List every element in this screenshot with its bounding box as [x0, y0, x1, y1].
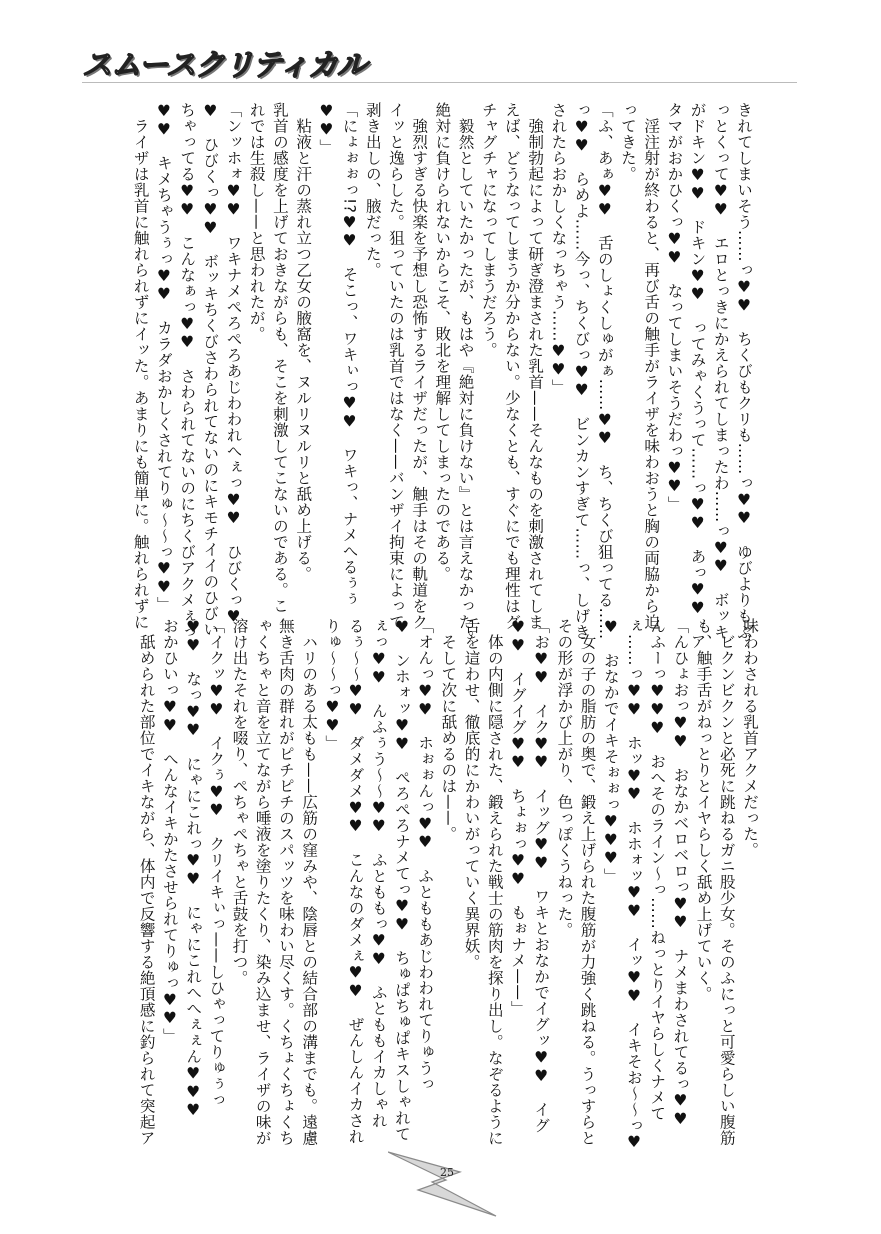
- text-line: えば、どうなってしまうか分からない。少なくとも、すぐにでも理性はグ: [502, 102, 521, 630]
- running-header-title: スムースクリティカル: [82, 48, 366, 83]
- text-line: その形が浮かび上がり、色っぽくうねった。: [555, 618, 574, 938]
- text-line: 「にょぉぉっ!?♥♥ そこっ、ワキぃっ♥♥ ワキっ、ナメへるぅぅ: [340, 102, 359, 607]
- text-line: 乳首の感度を上げておきながらも、そこを刺激してこないのである。こ: [270, 102, 289, 614]
- text-line: れでは生殺し——と思われたが。: [247, 102, 266, 342]
- text-line: っ♥♥ らめよ……今っ、ちくびっ♥♥ ビンカンすぎて……っ、しげき: [572, 102, 591, 640]
- text-line: 「ふ、あぁ♥♥ 舌のしょくしゅがぁ……♥♥ ち、ちくび狙ってる……: [595, 102, 614, 640]
- text-line: ゃくちゃと音を立てながら唾液を塗りたくり、染み込ませ、ライザの味が: [253, 618, 272, 1146]
- text-line: 舐められた部位でイキながら、体内で反響する絶頂感に釣られて突起ア: [137, 618, 156, 1146]
- page-number: 25: [440, 1166, 454, 1179]
- text-line: んふーっ♥♥♥ おへそのライン〜っ……ねっとりイヤらしくナメて: [648, 618, 667, 1122]
- text-line: ハリのある太もも——広筋の窪みや、陰唇との結合部の溝までも。遠慮: [300, 618, 319, 1146]
- text-line: されたらおかしくなっちゃう……♥♥」: [549, 102, 568, 395]
- text-line: 体の内側に隠された、鍛えられた戦士の筋肉を探り出し。なぞるように: [485, 618, 504, 1146]
- text-line: 舌を這わせ、徹底的にかわいがっていく異界妖。: [462, 618, 481, 970]
- text-line: 粘液と汗の蒸れ立つ乙女の腋窩を、ヌルリヌルリと舐め上げる。: [294, 102, 313, 582]
- text-line: ♥♥ なっ♥♥ にゃにこれっ♥♥ にゃにこれへへぇぇん♥♥♥: [184, 618, 203, 1120]
- text-line: 味わわされる乳首アクメだった。: [741, 618, 759, 858]
- text-line: ♥♥」: [317, 102, 336, 155]
- text-line: 淫注射が終わると、再び舌の触手がライザを味わおうと胸の両脇から迫: [642, 102, 661, 630]
- text-line: 溶け出たそれを啜り、ぺちゃぺちゃと舌鼓を打つ。: [230, 618, 249, 986]
- text-line: 「んひょおっ♥♥ おなかベロベロっ♥♥ ナメまわされてるっ♥♥: [671, 618, 690, 1129]
- text-line: ビクンビクンと必死に跳ねるガニ股少女。そのふにっと可愛らしい腹筋: [717, 618, 736, 1146]
- text-line: ライザは乳首に触れられずにイッた。あまりにも簡単に。触れられずに: [131, 102, 150, 630]
- text-line: タマがおかひくっ♥♥ なってしまいそうだわっ♥♥」: [665, 102, 684, 512]
- text-line: 「お♥♥ イク♥♥ イッグ♥♥ ワキとおなかでイグッ♥♥ イグ: [532, 618, 551, 1134]
- text-line: ♥ ンホォッ♥♥ ぺろぺろナメてっ♥♥ ちゅぱちゅぱキスしゃれて: [392, 618, 411, 1142]
- text-line: りゅ〜〜っ♥♥」: [323, 618, 342, 751]
- text-line: 「ンッホォ♥♥ ワキナメぺろぺろあじわわれへぇっ♥♥ ひびくっ♥: [224, 102, 243, 626]
- text-line: 毅然としていたかったが、もはや『絶対に負けない』とは言えなかった。: [456, 102, 475, 646]
- text-line: がドキン♥♥ ドキン♥♥ ってみゃくうって……っ♥♥ あっ♥♥ ア: [688, 102, 707, 650]
- text-block-lower: [135, 618, 761, 1152]
- text-line: 絶対に負けられないからこそ、敗北を理解してしまったのである。: [433, 102, 452, 582]
- text-line: 「オんっ♥♥ ホぉぉんっ♥♥ ふとももあじわわれてりゅうっ: [416, 618, 435, 1092]
- text-line: チャグチャになってしまうだろう。: [479, 102, 498, 358]
- text-line: 「イクッ♥♥ イクぅ♥♥ クリイキぃっ——しひゃってりゅぅっ: [207, 618, 226, 1108]
- text-block-upper: [129, 102, 755, 650]
- text-line: も、触手舌がねっとりとイヤらしく舐め上げていく。: [694, 618, 713, 1002]
- page-number-arrow-ornament: [388, 1146, 498, 1218]
- text-line: っとくって♥♥ エロとっきにかえられてしまったわ……っ♥♥ ボッキ: [711, 102, 730, 640]
- text-line: るぅ〜〜♥♥ ダメダメ♥♥ こんなのダメぇ♥♥ ぜんしんイカされ: [346, 618, 365, 1145]
- header-divider: [82, 82, 797, 83]
- text-line: 女の子の脂肪の奥で、鍛え上げられた腹筋が力強く跳ねる。うっすらと: [578, 618, 597, 1146]
- text-line: きれてしまいそう……っ♥♥ ちくびもクリも……っ♥♥ ゆびよりもぶ: [735, 102, 753, 640]
- text-line: 強烈すぎる快楽を予想し恐怖するライザだったが、触手はその軌道をク: [410, 102, 429, 630]
- text-line: おかひいっ♥♥ へんなイキかたさせられてりゅっ♥♥」: [160, 618, 179, 1044]
- text-line: ちゃってる♥♥ こんなぁっ♥♥ さわられてないのにちくびアクメぇっ: [178, 102, 197, 640]
- text-line: ♥ おなかでイキそぉぉっ♥♥♥」: [601, 618, 620, 884]
- text-line: 剥き出しの、腋だった。: [363, 102, 382, 278]
- text-line: ♥♥ イグイグ♥♥ ちょぉっ♥♥ もぉナメ——」: [508, 618, 527, 1017]
- text-line: 強制勃起によって研ぎ澄まされた乳首——そんなものを刺激されてしま: [526, 102, 545, 630]
- text-line: ♥ ひびくっ♥♥ ボッキちくびさわられてないのにキモチイイのひびい: [201, 102, 220, 638]
- text-line: ぇっ♥♥ んふぅう〜〜♥♥ ふとももっ♥♥ ふとももイカしゃれ: [369, 618, 388, 1129]
- text-line: 無き舌肉の群れがピチピチのスパッツを味わい尽くす。くちょくちょくち: [276, 618, 295, 1146]
- text-line: イッと逸らした。狙っていたのは乳首ではなく——バンザイ拘束によって: [386, 102, 405, 630]
- text-line: ぇ……っ♥♥ ホッ♥♥ ホホォッ♥♥ イッ♥♥ イキそお〜〜っ♥: [624, 618, 643, 1152]
- text-line: そして次に舐めるのは——。: [439, 618, 458, 842]
- text-line: ってきた。: [618, 102, 637, 182]
- text-line: ♥♥ キメちゃうぅっ♥♥ カラダおかしくされてりゅ〜〜っ♥♥」: [154, 102, 173, 613]
